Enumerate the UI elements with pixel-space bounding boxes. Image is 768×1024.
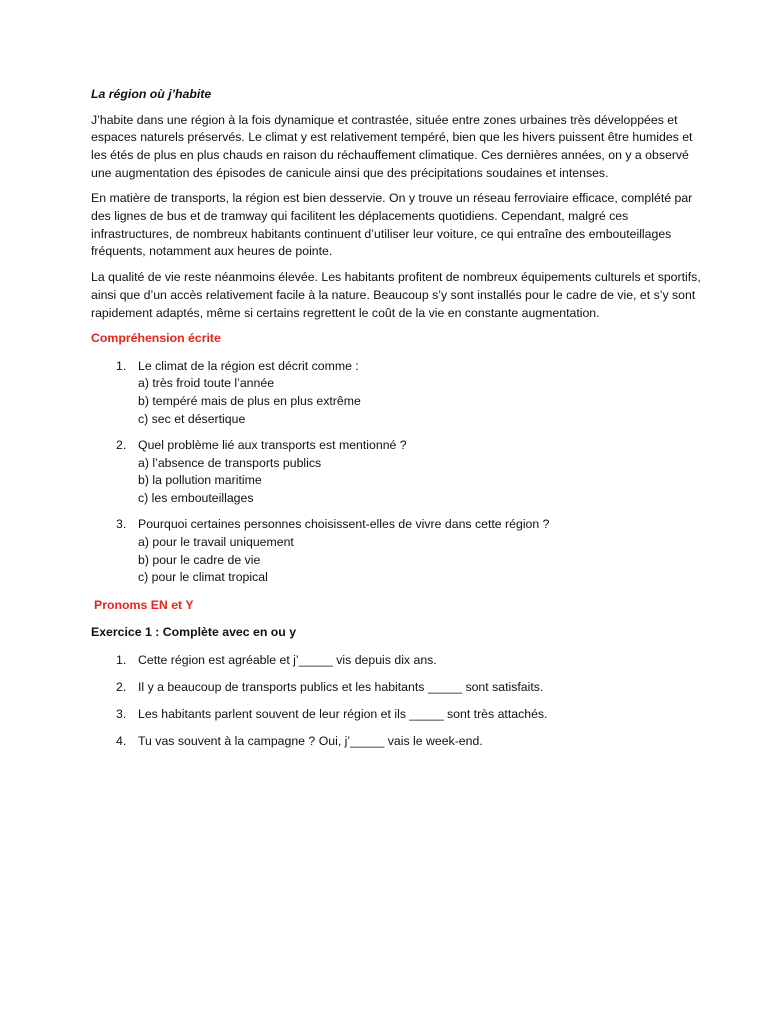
answer-option: b) pour le cadre de vie <box>138 552 261 567</box>
exercise-sentence: Tu vas souvent à la campagne ? Oui, j’_____ vais le week-end. <box>138 734 483 749</box>
comprehension-heading: Compréhension écrite <box>91 331 221 346</box>
exercise-item <box>91 652 708 670</box>
question-number: 3. <box>116 517 127 532</box>
exercise-title: Exercice 1 : Complète avec en ou y <box>91 625 297 640</box>
exercise-number: 2. <box>116 679 127 694</box>
comprehension-question-list <box>91 358 708 587</box>
pronoms-heading: Pronoms EN et Y <box>94 597 194 612</box>
exercise-item <box>91 679 708 697</box>
answer-option: c) pour le climat tropical <box>138 570 268 585</box>
exercise-sentence: Il y a beaucoup de transports publics et les habitants _____ sont satisfaits. <box>138 679 544 694</box>
exercise-item <box>91 733 708 751</box>
paragraph-quality-of-life: La qualité de vie reste néanmoins élevée. Les habitants profitent de nombreux équipements culturels et sportifs, ainsi que d’un accès relativement facile à la nature. Beaucoup s’y sont installés pour le cadre de vie, et s’y sont rapidement adaptés, même si certains regrettent le coût de la vie en constante augmentation. <box>91 270 701 320</box>
paragraph-transports: En matière de transports, la région est bien desservie. On y trouve un réseau ferroviaire efficace, complété par des lignes de bus et de tramway qui facilitent les déplacements quotidiens. Cependant, malgré ces infrastructures, de nombreux habitants continuent d’utiliser leur voiture, ce qui entraîne des embouteillages fréquents, notamment aux heures de pointe. <box>91 191 693 259</box>
answer-option: a) très froid toute l’année <box>138 376 275 391</box>
question-number: 1. <box>116 358 127 373</box>
answer-option: b) la pollution maritime <box>138 473 262 488</box>
exercise-number: 3. <box>116 707 127 722</box>
question-item <box>91 358 708 428</box>
question-number: 2. <box>116 438 127 453</box>
document-title: La région où j’habite <box>91 87 212 101</box>
question-item <box>91 516 708 586</box>
exercise-list <box>91 652 708 751</box>
answer-option: a) pour le travail uniquement <box>138 535 294 550</box>
question-text: Pourquoi certaines personnes choisissent-elles de vivre dans cette région ? <box>138 517 550 532</box>
question-item <box>91 437 708 507</box>
exercise-item <box>91 706 708 724</box>
exercise-sentence: Cette région est agréable et j’_____ vis depuis dix ans. <box>138 652 437 667</box>
exercise-number: 4. <box>116 734 127 749</box>
exercise-number: 1. <box>116 652 127 667</box>
exercise-sentence: Les habitants parlent souvent de leur région et ils _____ sont très attachés. <box>138 707 548 722</box>
question-text: Quel problème lié aux transports est mentionné ? <box>138 438 407 453</box>
answer-option: c) sec et désertique <box>138 411 246 426</box>
answer-option: a) l’absence de transports publics <box>138 455 322 470</box>
answer-option: c) les embouteillages <box>138 490 254 505</box>
question-text: Le climat de la région est décrit comme : <box>138 358 359 373</box>
paragraph-climate: J’habite dans une région à la fois dynamique et contrastée, située entre zones urbaines très développées et espaces naturels préservés. Le climat y est relativement tempéré, bien que les hivers puissent être humides et les étés de plus en plus chauds en raison du réchauffement climatique. Ces dernières années, on y a observé une augmentation des épisodes de canicule ainsi que des précipitations soudaines et intenses. <box>91 112 693 180</box>
answer-option: b) tempéré mais de plus en plus extrême <box>138 393 361 408</box>
